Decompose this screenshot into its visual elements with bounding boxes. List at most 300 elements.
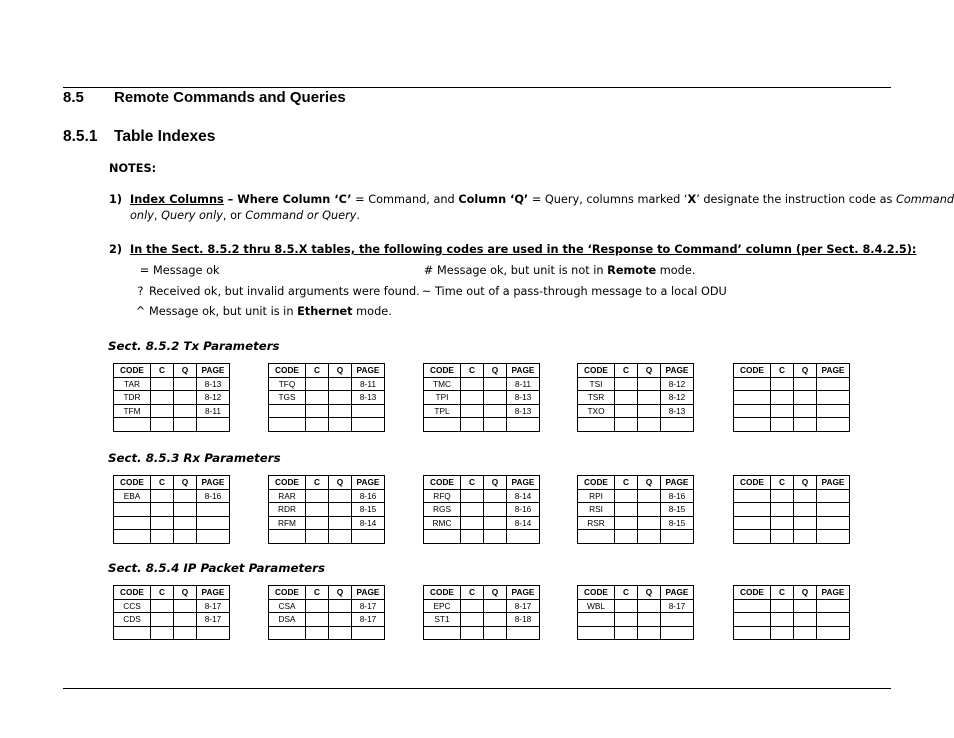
header-c: C bbox=[306, 364, 329, 378]
table-cell: EBA bbox=[114, 489, 151, 503]
subsection-number: 8.5.1 bbox=[63, 128, 98, 145]
header-code: CODE bbox=[578, 364, 615, 378]
table-cell: 8-13 bbox=[352, 391, 385, 405]
table-cell bbox=[461, 626, 484, 640]
section-number: 8.5 bbox=[63, 89, 84, 106]
table-cell bbox=[197, 503, 230, 517]
table-row bbox=[269, 489, 385, 503]
table-cell bbox=[151, 404, 174, 418]
table-cell bbox=[615, 516, 638, 530]
table-cell bbox=[638, 599, 661, 613]
table-cell: 8-17 bbox=[352, 599, 385, 613]
table-cell bbox=[578, 418, 615, 432]
note-1-or: , or bbox=[222, 209, 246, 222]
table-cell: TAR bbox=[114, 377, 151, 391]
table-cell bbox=[661, 626, 694, 640]
table-cell bbox=[638, 418, 661, 432]
note-1-index-columns: Index Columns bbox=[130, 193, 224, 206]
table-cell bbox=[615, 404, 638, 418]
table-row bbox=[424, 599, 540, 613]
table-cell bbox=[174, 516, 197, 530]
note-2-text: In the Sect. 8.5.2 thru 8.5.X tables, the following codes are used in the ‘Response to Command’ column (per Sect. 8.4.2.5): bbox=[130, 243, 917, 256]
table-cell bbox=[352, 530, 385, 544]
header-page: PAGE bbox=[817, 364, 850, 378]
table-cell bbox=[461, 489, 484, 503]
code-hash-mode: mode. bbox=[656, 264, 696, 277]
table-cell bbox=[794, 613, 817, 627]
table-cell: 8-15 bbox=[661, 503, 694, 517]
code-q-text: Received ok, but invalid arguments were found. bbox=[149, 285, 420, 298]
table-cell bbox=[734, 377, 771, 391]
table-cell bbox=[734, 503, 771, 517]
code-hash-symbol: # bbox=[423, 264, 434, 277]
table-row bbox=[269, 516, 385, 530]
table-cell bbox=[615, 489, 638, 503]
table-row bbox=[578, 516, 694, 530]
table-cell bbox=[306, 391, 329, 405]
table-cell bbox=[817, 613, 850, 627]
table-cell bbox=[484, 613, 507, 627]
note-1-text-c: = Command, and bbox=[351, 193, 459, 206]
table-row bbox=[114, 599, 230, 613]
header-c: C bbox=[151, 364, 174, 378]
table-row bbox=[424, 613, 540, 627]
header-code: CODE bbox=[578, 476, 615, 490]
code-table bbox=[577, 585, 694, 640]
table-cell bbox=[771, 418, 794, 432]
table-cell bbox=[578, 530, 615, 544]
table-cell bbox=[329, 613, 352, 627]
table-cell: 8-13 bbox=[507, 404, 540, 418]
table-cell bbox=[578, 613, 615, 627]
table-cell bbox=[507, 418, 540, 432]
code-tilde-symbol: ~ bbox=[421, 285, 432, 298]
code-invalid-args bbox=[132, 284, 420, 300]
code-timeout bbox=[418, 284, 727, 300]
table-cell bbox=[734, 404, 771, 418]
table-cell bbox=[329, 599, 352, 613]
table-row bbox=[424, 489, 540, 503]
table-cell: 8-15 bbox=[352, 503, 385, 517]
table-row bbox=[578, 489, 694, 503]
table-cell bbox=[734, 626, 771, 640]
header-page: PAGE bbox=[197, 586, 230, 600]
table-cell: TDR bbox=[114, 391, 151, 405]
table-cell: RPI bbox=[578, 489, 615, 503]
table-cell: RGS bbox=[424, 503, 461, 517]
table-cell bbox=[329, 489, 352, 503]
header-c: C bbox=[771, 364, 794, 378]
table-row bbox=[269, 377, 385, 391]
header-c: C bbox=[461, 364, 484, 378]
table-row bbox=[424, 516, 540, 530]
table-cell bbox=[615, 613, 638, 627]
table-cell bbox=[484, 599, 507, 613]
table-cell bbox=[197, 418, 230, 432]
table-cell: CSA bbox=[269, 599, 306, 613]
header-c: C bbox=[306, 586, 329, 600]
table-cell bbox=[484, 626, 507, 640]
table-cell bbox=[734, 418, 771, 432]
table-cell bbox=[734, 516, 771, 530]
table-cell bbox=[306, 516, 329, 530]
table-cell bbox=[615, 391, 638, 405]
table-cell bbox=[615, 503, 638, 517]
table-cell bbox=[771, 489, 794, 503]
header-page: PAGE bbox=[352, 586, 385, 600]
table-cell bbox=[174, 489, 197, 503]
header-c: C bbox=[306, 476, 329, 490]
table-cell bbox=[306, 404, 329, 418]
table-row bbox=[734, 377, 850, 391]
table-header-row bbox=[424, 476, 540, 490]
note-1-command-or-query: Command or Query bbox=[245, 209, 357, 222]
table-cell bbox=[771, 613, 794, 627]
note-1-number: 1) bbox=[109, 193, 123, 206]
table-cell bbox=[174, 626, 197, 640]
header-code: CODE bbox=[269, 364, 306, 378]
table-cell: 8-17 bbox=[661, 599, 694, 613]
table-cell bbox=[771, 516, 794, 530]
table-header-row bbox=[578, 476, 694, 490]
table-cell bbox=[794, 516, 817, 530]
table-cell bbox=[424, 626, 461, 640]
table-cell: TMC bbox=[424, 377, 461, 391]
table-row bbox=[269, 599, 385, 613]
table-cell bbox=[174, 613, 197, 627]
table-cell: 8-14 bbox=[352, 516, 385, 530]
table-row bbox=[114, 377, 230, 391]
header-page: PAGE bbox=[197, 476, 230, 490]
note-1-column-q: Column ‘Q’ bbox=[458, 193, 529, 206]
code-hash-remote: Remote bbox=[607, 264, 657, 277]
subsection-heading bbox=[63, 128, 215, 146]
table-cell bbox=[114, 516, 151, 530]
table-cell: 8-11 bbox=[507, 377, 540, 391]
header-code: CODE bbox=[734, 586, 771, 600]
notes-label: NOTES: bbox=[109, 162, 157, 175]
table-cell: 8-11 bbox=[197, 404, 230, 418]
table-row bbox=[269, 530, 385, 544]
table-row bbox=[734, 626, 850, 640]
table-row bbox=[424, 503, 540, 517]
sect-title-tx: Sect. 8.5.2 Tx Parameters bbox=[108, 339, 280, 353]
table-cell: 8-11 bbox=[352, 377, 385, 391]
header-q: Q bbox=[794, 476, 817, 490]
table-header-row bbox=[734, 476, 850, 490]
table-cell bbox=[461, 391, 484, 405]
code-caret-ethernet: Ethernet bbox=[297, 305, 353, 318]
table-cell bbox=[174, 418, 197, 432]
header-code: CODE bbox=[424, 586, 461, 600]
table-row bbox=[578, 404, 694, 418]
table-cell bbox=[817, 530, 850, 544]
note-1-query-only: Query only bbox=[161, 209, 223, 222]
table-row bbox=[269, 404, 385, 418]
code-message-ok bbox=[136, 263, 220, 279]
table-cell bbox=[661, 418, 694, 432]
note-1-text-line2 bbox=[130, 208, 360, 224]
table-cell: 8-17 bbox=[507, 599, 540, 613]
table-cell bbox=[661, 613, 694, 627]
note-1-command: Command bbox=[895, 193, 954, 206]
table-header-row bbox=[269, 364, 385, 378]
header-c: C bbox=[771, 586, 794, 600]
header-q: Q bbox=[484, 586, 507, 600]
table-cell: ST1 bbox=[424, 613, 461, 627]
table-cell bbox=[151, 599, 174, 613]
header-code: CODE bbox=[114, 364, 151, 378]
table-cell: TPI bbox=[424, 391, 461, 405]
note-1-text bbox=[130, 192, 954, 208]
table-row bbox=[424, 377, 540, 391]
table-cell bbox=[817, 418, 850, 432]
code-table bbox=[423, 585, 540, 640]
table-cell bbox=[151, 418, 174, 432]
table-cell: RSI bbox=[578, 503, 615, 517]
table-cell bbox=[329, 530, 352, 544]
header-code: CODE bbox=[114, 476, 151, 490]
table-cell bbox=[638, 516, 661, 530]
table-row bbox=[578, 503, 694, 517]
table-header-row bbox=[114, 364, 230, 378]
table-cell bbox=[615, 418, 638, 432]
table-cell: RSR bbox=[578, 516, 615, 530]
code-table bbox=[577, 363, 694, 432]
table-cell: 8-14 bbox=[507, 516, 540, 530]
table-row bbox=[114, 489, 230, 503]
table-cell bbox=[734, 599, 771, 613]
header-code: CODE bbox=[734, 476, 771, 490]
table-cell bbox=[424, 418, 461, 432]
table-cell: TSR bbox=[578, 391, 615, 405]
code-eq-text: Message ok bbox=[153, 264, 220, 277]
table-cell bbox=[329, 391, 352, 405]
table-cell bbox=[484, 516, 507, 530]
table-cell bbox=[638, 377, 661, 391]
table-header-row bbox=[114, 586, 230, 600]
table-row bbox=[424, 391, 540, 405]
table-cell bbox=[151, 489, 174, 503]
table-cell: 8-12 bbox=[661, 377, 694, 391]
table-cell bbox=[329, 404, 352, 418]
table-cell bbox=[817, 503, 850, 517]
section-title: Remote Commands and Queries bbox=[114, 89, 346, 106]
table-row bbox=[734, 391, 850, 405]
header-code: CODE bbox=[269, 586, 306, 600]
table-cell bbox=[638, 404, 661, 418]
table-row bbox=[734, 503, 850, 517]
table-cell bbox=[771, 404, 794, 418]
table-cell bbox=[771, 530, 794, 544]
table-cell bbox=[771, 391, 794, 405]
table-cell bbox=[151, 377, 174, 391]
table-cell bbox=[114, 503, 151, 517]
table-header-row bbox=[424, 364, 540, 378]
header-page: PAGE bbox=[352, 476, 385, 490]
table-cell: RMC bbox=[424, 516, 461, 530]
header-page: PAGE bbox=[507, 364, 540, 378]
table-cell: TPL bbox=[424, 404, 461, 418]
table-cell: WBL bbox=[578, 599, 615, 613]
table-cell bbox=[638, 503, 661, 517]
table-cell bbox=[794, 377, 817, 391]
table-cell bbox=[578, 626, 615, 640]
table-row bbox=[578, 599, 694, 613]
bottom-rule bbox=[63, 688, 891, 689]
table-cell bbox=[352, 626, 385, 640]
table-cell bbox=[306, 418, 329, 432]
code-table bbox=[268, 585, 385, 640]
table-cell: 8-13 bbox=[661, 404, 694, 418]
table-cell: 8-16 bbox=[352, 489, 385, 503]
table-row bbox=[114, 418, 230, 432]
table-cell: TXO bbox=[578, 404, 615, 418]
table-cell bbox=[461, 530, 484, 544]
table-cell bbox=[794, 626, 817, 640]
table-cell bbox=[269, 626, 306, 640]
header-page: PAGE bbox=[507, 476, 540, 490]
table-cell: 8-12 bbox=[661, 391, 694, 405]
table-row bbox=[734, 404, 850, 418]
table-cell bbox=[484, 489, 507, 503]
table-cell bbox=[151, 516, 174, 530]
table-cell bbox=[306, 489, 329, 503]
table-row bbox=[578, 391, 694, 405]
table-row bbox=[114, 503, 230, 517]
table-header-row bbox=[578, 586, 694, 600]
table-cell bbox=[197, 530, 230, 544]
table-cell bbox=[484, 391, 507, 405]
code-hash-text: Message ok, but unit is not in bbox=[437, 264, 608, 277]
table-cell bbox=[151, 503, 174, 517]
sect-title-rx: Sect. 8.5.3 Rx Parameters bbox=[108, 451, 281, 465]
table-cell bbox=[174, 404, 197, 418]
table-cell bbox=[638, 626, 661, 640]
table-cell bbox=[638, 391, 661, 405]
header-q: Q bbox=[174, 586, 197, 600]
table-row bbox=[578, 377, 694, 391]
table-cell: 8-12 bbox=[197, 391, 230, 405]
table-cell: RFQ bbox=[424, 489, 461, 503]
table-cell bbox=[306, 599, 329, 613]
table-cell bbox=[424, 530, 461, 544]
table-cell bbox=[329, 377, 352, 391]
table-cell bbox=[734, 391, 771, 405]
table-cell bbox=[794, 391, 817, 405]
table-cell bbox=[197, 516, 230, 530]
table-cell bbox=[269, 418, 306, 432]
table-row bbox=[269, 503, 385, 517]
table-cell bbox=[174, 530, 197, 544]
table-cell: RDR bbox=[269, 503, 306, 517]
header-q: Q bbox=[484, 364, 507, 378]
code-tilde-text: Time out of a pass-through message to a local ODU bbox=[435, 285, 727, 298]
note-1-period: . bbox=[356, 209, 360, 222]
table-cell: TFM bbox=[114, 404, 151, 418]
code-not-remote bbox=[420, 263, 695, 279]
header-q: Q bbox=[794, 364, 817, 378]
table-cell bbox=[151, 626, 174, 640]
table-cell bbox=[174, 503, 197, 517]
code-caret-mode: mode. bbox=[352, 305, 392, 318]
header-q: Q bbox=[484, 476, 507, 490]
table-cell bbox=[484, 404, 507, 418]
table-cell: EPC bbox=[424, 599, 461, 613]
sect-title-ip: Sect. 8.5.4 IP Packet Parameters bbox=[108, 561, 325, 575]
header-code: CODE bbox=[578, 586, 615, 600]
table-cell bbox=[817, 377, 850, 391]
table-cell bbox=[306, 626, 329, 640]
note-1-only: only bbox=[130, 209, 154, 222]
table-row bbox=[734, 489, 850, 503]
table-row bbox=[114, 391, 230, 405]
table-cell bbox=[817, 404, 850, 418]
table-cell: RAR bbox=[269, 489, 306, 503]
table-row bbox=[269, 418, 385, 432]
table-cell bbox=[461, 516, 484, 530]
table-cell bbox=[197, 626, 230, 640]
header-page: PAGE bbox=[817, 586, 850, 600]
table-cell bbox=[461, 503, 484, 517]
code-table bbox=[113, 475, 230, 544]
table-row bbox=[734, 530, 850, 544]
table-cell bbox=[269, 404, 306, 418]
table-row bbox=[734, 516, 850, 530]
table-cell bbox=[151, 391, 174, 405]
table-row bbox=[424, 530, 540, 544]
table-cell bbox=[615, 377, 638, 391]
table-row bbox=[734, 613, 850, 627]
table-row bbox=[114, 516, 230, 530]
header-c: C bbox=[151, 476, 174, 490]
table-cell bbox=[114, 530, 151, 544]
code-table bbox=[733, 475, 850, 544]
table-cell bbox=[461, 613, 484, 627]
code-eq-symbol: = bbox=[139, 264, 150, 277]
table-header-row bbox=[424, 586, 540, 600]
table-cell bbox=[151, 613, 174, 627]
table-cell bbox=[174, 377, 197, 391]
table-cell: CCS bbox=[114, 599, 151, 613]
section-heading bbox=[63, 89, 346, 106]
table-cell: RFM bbox=[269, 516, 306, 530]
table-cell bbox=[771, 599, 794, 613]
header-page: PAGE bbox=[661, 476, 694, 490]
header-page: PAGE bbox=[197, 364, 230, 378]
table-cell bbox=[817, 599, 850, 613]
table-row bbox=[269, 626, 385, 640]
note-1-x: X bbox=[687, 193, 697, 206]
table-row bbox=[114, 404, 230, 418]
table-cell: 8-13 bbox=[197, 377, 230, 391]
table-cell: TSI bbox=[578, 377, 615, 391]
table-cell bbox=[329, 516, 352, 530]
table-cell bbox=[329, 626, 352, 640]
code-caret-text: Message ok, but unit is in bbox=[149, 305, 298, 318]
table-cell bbox=[269, 530, 306, 544]
note-1-text-e: = Query, columns marked ‘ bbox=[528, 193, 688, 206]
table-cell bbox=[114, 626, 151, 640]
table-cell bbox=[461, 599, 484, 613]
header-q: Q bbox=[329, 364, 352, 378]
table-cell bbox=[817, 391, 850, 405]
note-1-comma: , bbox=[153, 209, 162, 222]
table-cell bbox=[174, 391, 197, 405]
table-cell bbox=[615, 599, 638, 613]
table-cell: 8-16 bbox=[507, 503, 540, 517]
table-cell bbox=[771, 626, 794, 640]
